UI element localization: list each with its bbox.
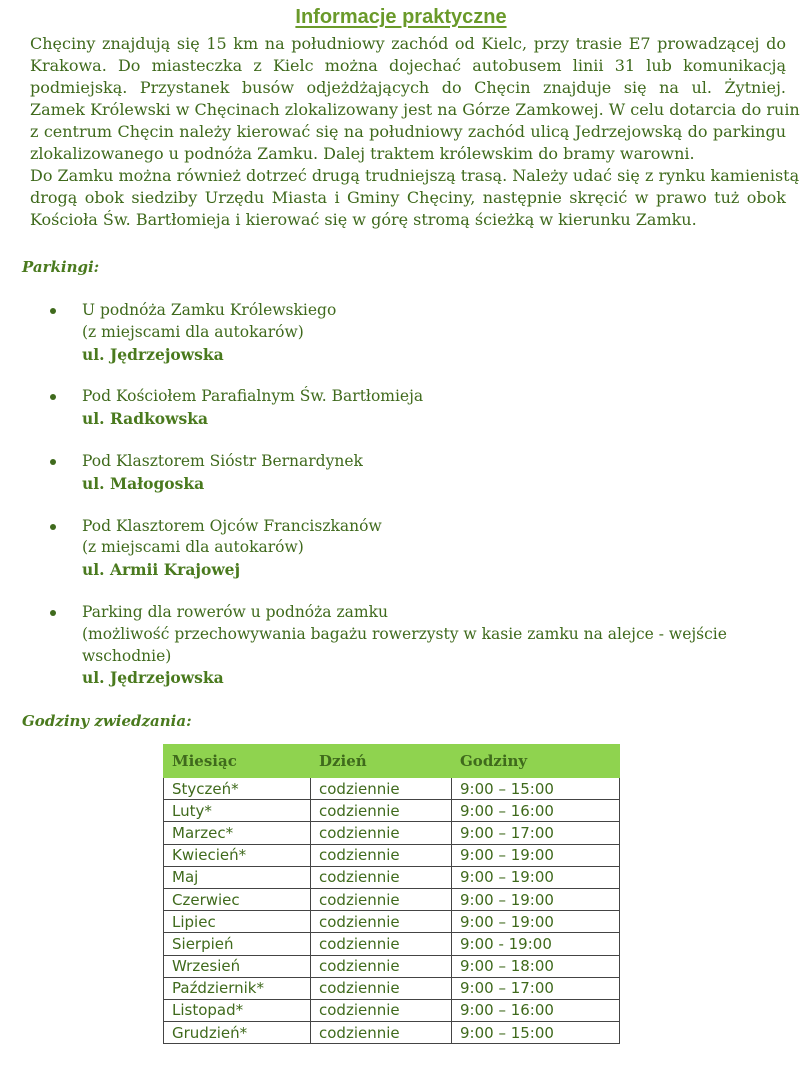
table-row (164, 844, 620, 866)
hours-cell: 9:00 – 15:00 (452, 778, 620, 800)
header-day: Dzień (311, 745, 452, 778)
hours-cell: 9:00 – 16:00 (452, 999, 620, 1021)
parking-description: wschodnie) (82, 646, 172, 665)
intro-line: Do Zamku można również dotrzeć drugą trudniejszą trasą. Należy udać się z rynku kamienistą (30, 166, 800, 185)
month-cell: Marzec* (164, 822, 311, 844)
hours-table (163, 744, 620, 1044)
table-row (164, 822, 620, 844)
bullet-icon (50, 524, 56, 530)
parking-list (48, 300, 768, 710)
table-row (164, 933, 620, 955)
intro-line: Chęciny znajdują się 15 km na południowy zachód od Kielc, przy trasie E7 prowadzącej do (30, 34, 786, 53)
bullet-icon (50, 394, 56, 400)
day-cell: codziennie (311, 888, 452, 910)
parking-description: Pod Kościołem Parafialnym Św. Bartłomieja (82, 387, 424, 406)
month-cell: Luty* (164, 800, 311, 822)
table-row (164, 911, 620, 933)
table-row (164, 888, 620, 910)
header-hours: Godziny (452, 745, 620, 778)
parking-street: ul. Małogoska (82, 473, 205, 493)
parking-item (48, 602, 768, 689)
parking-description: Parking dla rowerów u podnóża zamku (82, 602, 388, 621)
hours-cell: 9:00 – 17:00 (452, 977, 620, 999)
day-cell: codziennie (311, 977, 452, 999)
month-cell: Czerwiec (164, 888, 311, 910)
day-cell: codziennie (311, 955, 452, 977)
parking-description: (z miejscami dla autokarów) (82, 322, 304, 341)
table-row (164, 1022, 620, 1044)
month-cell: Maj (164, 866, 311, 888)
parking-description: Pod Klasztorem Ojców Franciszkanów (82, 516, 382, 535)
hours-heading: Godziny zwiedzania: (22, 712, 192, 730)
bullet-icon (50, 610, 56, 616)
parking-street: ul. Armii Krajowej (82, 560, 241, 580)
hours-cell: 9:00 – 19:00 (452, 888, 620, 910)
month-cell: Listopad* (164, 999, 311, 1021)
parking-item (48, 386, 768, 430)
table-row (164, 977, 620, 999)
month-cell: Wrzesień (164, 955, 311, 977)
parking-description: U podnóża Zamku Królewskiego (82, 301, 337, 319)
parking-description: (z miejscami dla autokarów) (82, 538, 304, 557)
table-row (164, 800, 620, 822)
intro-line: zlokalizowanego u podnóża Zamku. Dalej traktem królewskim do bramy warowni. (30, 144, 695, 163)
day-cell: codziennie (311, 999, 452, 1021)
day-cell: codziennie (311, 800, 452, 822)
parking-description: Pod Klasztorem Sióstr Bernardynek (82, 451, 363, 470)
month-cell: Lipiec (164, 911, 311, 933)
parking-street: ul. Jędrzejowska (82, 668, 224, 688)
bullet-icon (50, 308, 56, 314)
intro-line: drogą obok siedziby Urzędu Miasta i Gminy Chęciny, następnie skręcić w prawo tuż obok (30, 188, 786, 207)
hours-cell: 9:00 – 19:00 (452, 911, 620, 933)
header-month: Miesiąc (164, 745, 311, 778)
parking-street: ul. Jędrzejowska (82, 344, 224, 364)
hours-cell: 9:00 – 19:00 (452, 844, 620, 866)
table-row (164, 999, 620, 1021)
day-cell: codziennie (311, 866, 452, 888)
hours-cell: 9:00 – 18:00 (452, 955, 620, 977)
intro-line: Zamek Królewski w Chęcinach zlokalizowany jest na Górze Zamkowej. W celu dotarcia do ruin (30, 100, 800, 119)
hours-cell: 9:00 – 19:00 (452, 866, 620, 888)
hours-cell: 9:00 – 16:00 (452, 800, 620, 822)
table-row (164, 955, 620, 977)
parking-description: (możliwość przechowywania bagażu rowerzysty w kasie zamku na alejce - wejście (82, 624, 727, 643)
month-cell: Grudzień* (164, 1022, 311, 1044)
day-cell: codziennie (311, 844, 452, 866)
page-title: Informacje praktyczne (295, 6, 507, 28)
table-row (164, 778, 620, 800)
hours-cell: 9:00 - 19:00 (452, 933, 620, 955)
day-cell: codziennie (311, 822, 452, 844)
day-cell: codziennie (311, 1022, 452, 1044)
day-cell: codziennie (311, 911, 452, 933)
hours-table-header (164, 745, 620, 778)
day-cell: codziennie (311, 778, 452, 800)
month-cell: Sierpień (164, 933, 311, 955)
intro-line: Krakowa. Do miasteczka z Kielc można dojechać autobusem linii 31 lub komunikacją (30, 56, 786, 75)
parking-item (48, 300, 768, 365)
parking-heading: Parkingi: (22, 258, 100, 276)
bullet-icon (50, 459, 56, 465)
day-cell: codziennie (311, 933, 452, 955)
month-cell: Kwiecień* (164, 844, 311, 866)
intro-line: Kościoła Św. Bartłomieja i kierować się w górę stromą ścieżką w kierunku Zamku. (30, 210, 697, 229)
table-row (164, 866, 620, 888)
parking-item (48, 516, 768, 581)
parking-street: ul. Radkowska (82, 409, 208, 429)
intro-line: z centrum Chęcin należy kierować się na południowy zachód ulicą Jedrzejowską do parkingu (30, 122, 786, 141)
hours-cell: 9:00 – 17:00 (452, 822, 620, 844)
month-cell: Październik* (164, 977, 311, 999)
month-cell: Styczeń* (164, 778, 311, 800)
parking-item (48, 451, 768, 495)
intro-paragraph (30, 33, 800, 231)
hours-cell: 9:00 – 15:00 (452, 1022, 620, 1044)
intro-line: podmiejską. Przystanek busów odjeżdżających do Chęcin znajduje się na ul. Żytniej. (30, 78, 786, 97)
